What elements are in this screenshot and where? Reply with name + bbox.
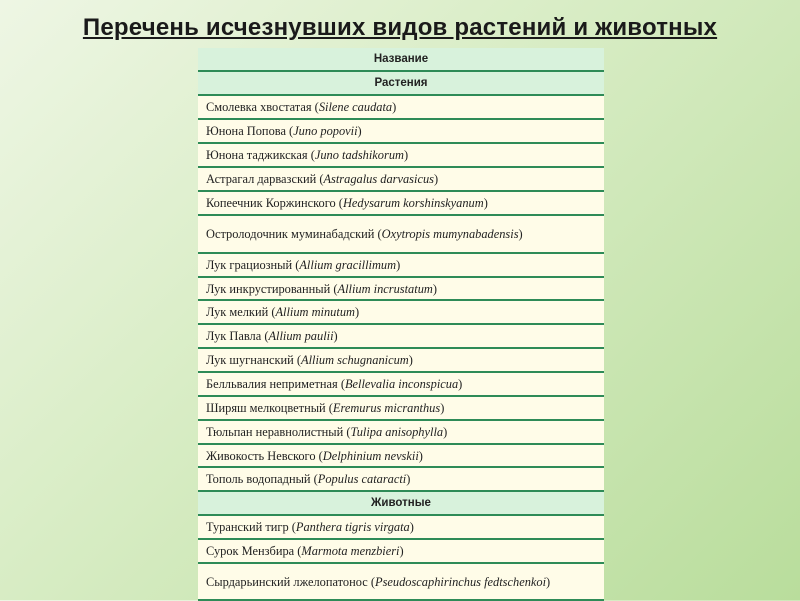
table-row: Лук шугнанский (Allium schugnanicum) (198, 349, 604, 373)
species-ru: Лук шугнанский (206, 353, 294, 367)
species-ru: Тюльпан неравнолистный (206, 425, 344, 439)
species-ru: Сурок Мензбира (206, 544, 295, 558)
table-row: Тюльпан неравнолистный (Tulipa anisophylla) (198, 421, 604, 445)
section-row-animals (198, 492, 604, 516)
section-label: Животные (371, 497, 431, 509)
species-latin: Marmota menzbieri (301, 544, 400, 558)
table-row: Астрагал дарвазский (Astragalus darvasicus) (198, 168, 604, 192)
species-latin: Pseudoscaphirinchus fedtschenkoi (375, 574, 547, 589)
table-row: Смолевка хвостатая (Silene caudata) (198, 96, 604, 120)
species-ru: Белльвалия неприметная (206, 377, 338, 391)
table-row: Лук мелкий (Allium minutum) (198, 301, 604, 325)
table-row: Юнона таджикская (Juno tadshikorum) (198, 144, 604, 168)
table-row: Живокость Невского (Delphinium nevskii) (198, 445, 604, 468)
species-latin: Panthera tigris virgata (295, 520, 410, 534)
table-row: Остролодочник муминабадский (Oxytropis mumynabadensis) (198, 216, 604, 254)
species-ru: Остролодочник муминабадский (206, 227, 375, 241)
species-ru: Лук инкрустированный (206, 281, 331, 296)
table-row: Лук Павла (Allium paulii) (198, 325, 604, 349)
species-latin: Hedysarum korshinskyanum (342, 196, 484, 210)
species-latin: Tulipa anisophylla (350, 425, 444, 439)
species-latin: Allium paulii (268, 329, 334, 343)
table-row: Копеечник Коржинского (Hedysarum korshinskyanum) (198, 192, 604, 216)
species-latin: Juno popovii (293, 124, 358, 138)
species-latin: Eremurus micranthus (332, 401, 441, 415)
species-ru: Юнона Попова (206, 124, 286, 138)
species-ru: Живокость Невского (206, 448, 316, 463)
species-latin: Allium gracillimum (299, 258, 397, 272)
table-header (198, 48, 604, 72)
species-ru: Юнона таджикская (206, 148, 308, 162)
species-ru: Сырдарьинский лжелопатонос (206, 574, 368, 589)
species-ru: Копеечник Коржинского (206, 196, 336, 210)
table-row: Ширяш мелкоцветный (Eremurus micranthus) (198, 397, 604, 421)
species-ru: Туранский тигр (206, 520, 289, 534)
section-label: Растения (374, 77, 428, 89)
species-latin: Allium incrustatum (337, 281, 433, 296)
table-row: Туранский тигр (Panthera tigris virgata) (198, 516, 604, 540)
section-row-plants (198, 72, 604, 96)
species-latin: Delphinium nevskii (322, 448, 419, 463)
table-row: Белльвалия неприметная (Bellevalia inconspicua) (198, 373, 604, 397)
header-name: Название (373, 53, 429, 65)
species-ru: Астрагал дарвазский (206, 172, 317, 186)
species-latin: Allium schugnanicum (301, 353, 409, 367)
page-title: Перечень исчезнувших видов растений и животных (82, 14, 718, 41)
species-ru: Смолевка хвостатая (206, 100, 312, 114)
species-ru: Тополь водопадный (206, 472, 311, 486)
species-ru: Лук мелкий (206, 305, 269, 319)
species-latin: Populus cataracti (317, 472, 407, 486)
species-ru: Лук грациозный (206, 258, 293, 272)
species-ru: Лук Павла (206, 329, 262, 343)
table-row: Сурок Мензбира (Marmota menzbieri) (198, 540, 604, 564)
species-latin: Oxytropis mumynabadensis (381, 227, 519, 241)
species-ru: Ширяш мелкоцветный (206, 401, 326, 415)
species-latin: Silene caudata (318, 100, 393, 114)
species-latin: Juno tadshikorum (314, 148, 404, 162)
table-row: Лук грациозный (Allium gracillimum) (198, 254, 604, 278)
species-latin: Allium minutum (275, 305, 355, 319)
species-latin: Bellevalia inconspicua (344, 377, 459, 391)
table-row: Тополь водопадный (Populus cataracti) (198, 468, 604, 492)
species-table (198, 48, 604, 601)
table-row: Юнона Попова (Juno popovii) (198, 120, 604, 144)
table-row: Сырдарьинский лжелопатонос (Pseudoscaphirinchus fedtschenkoi) (198, 564, 604, 601)
species-latin: Astragalus darvasicus (323, 172, 434, 186)
table-row: Лук инкрустированный (Allium incrustatum) (198, 278, 604, 301)
